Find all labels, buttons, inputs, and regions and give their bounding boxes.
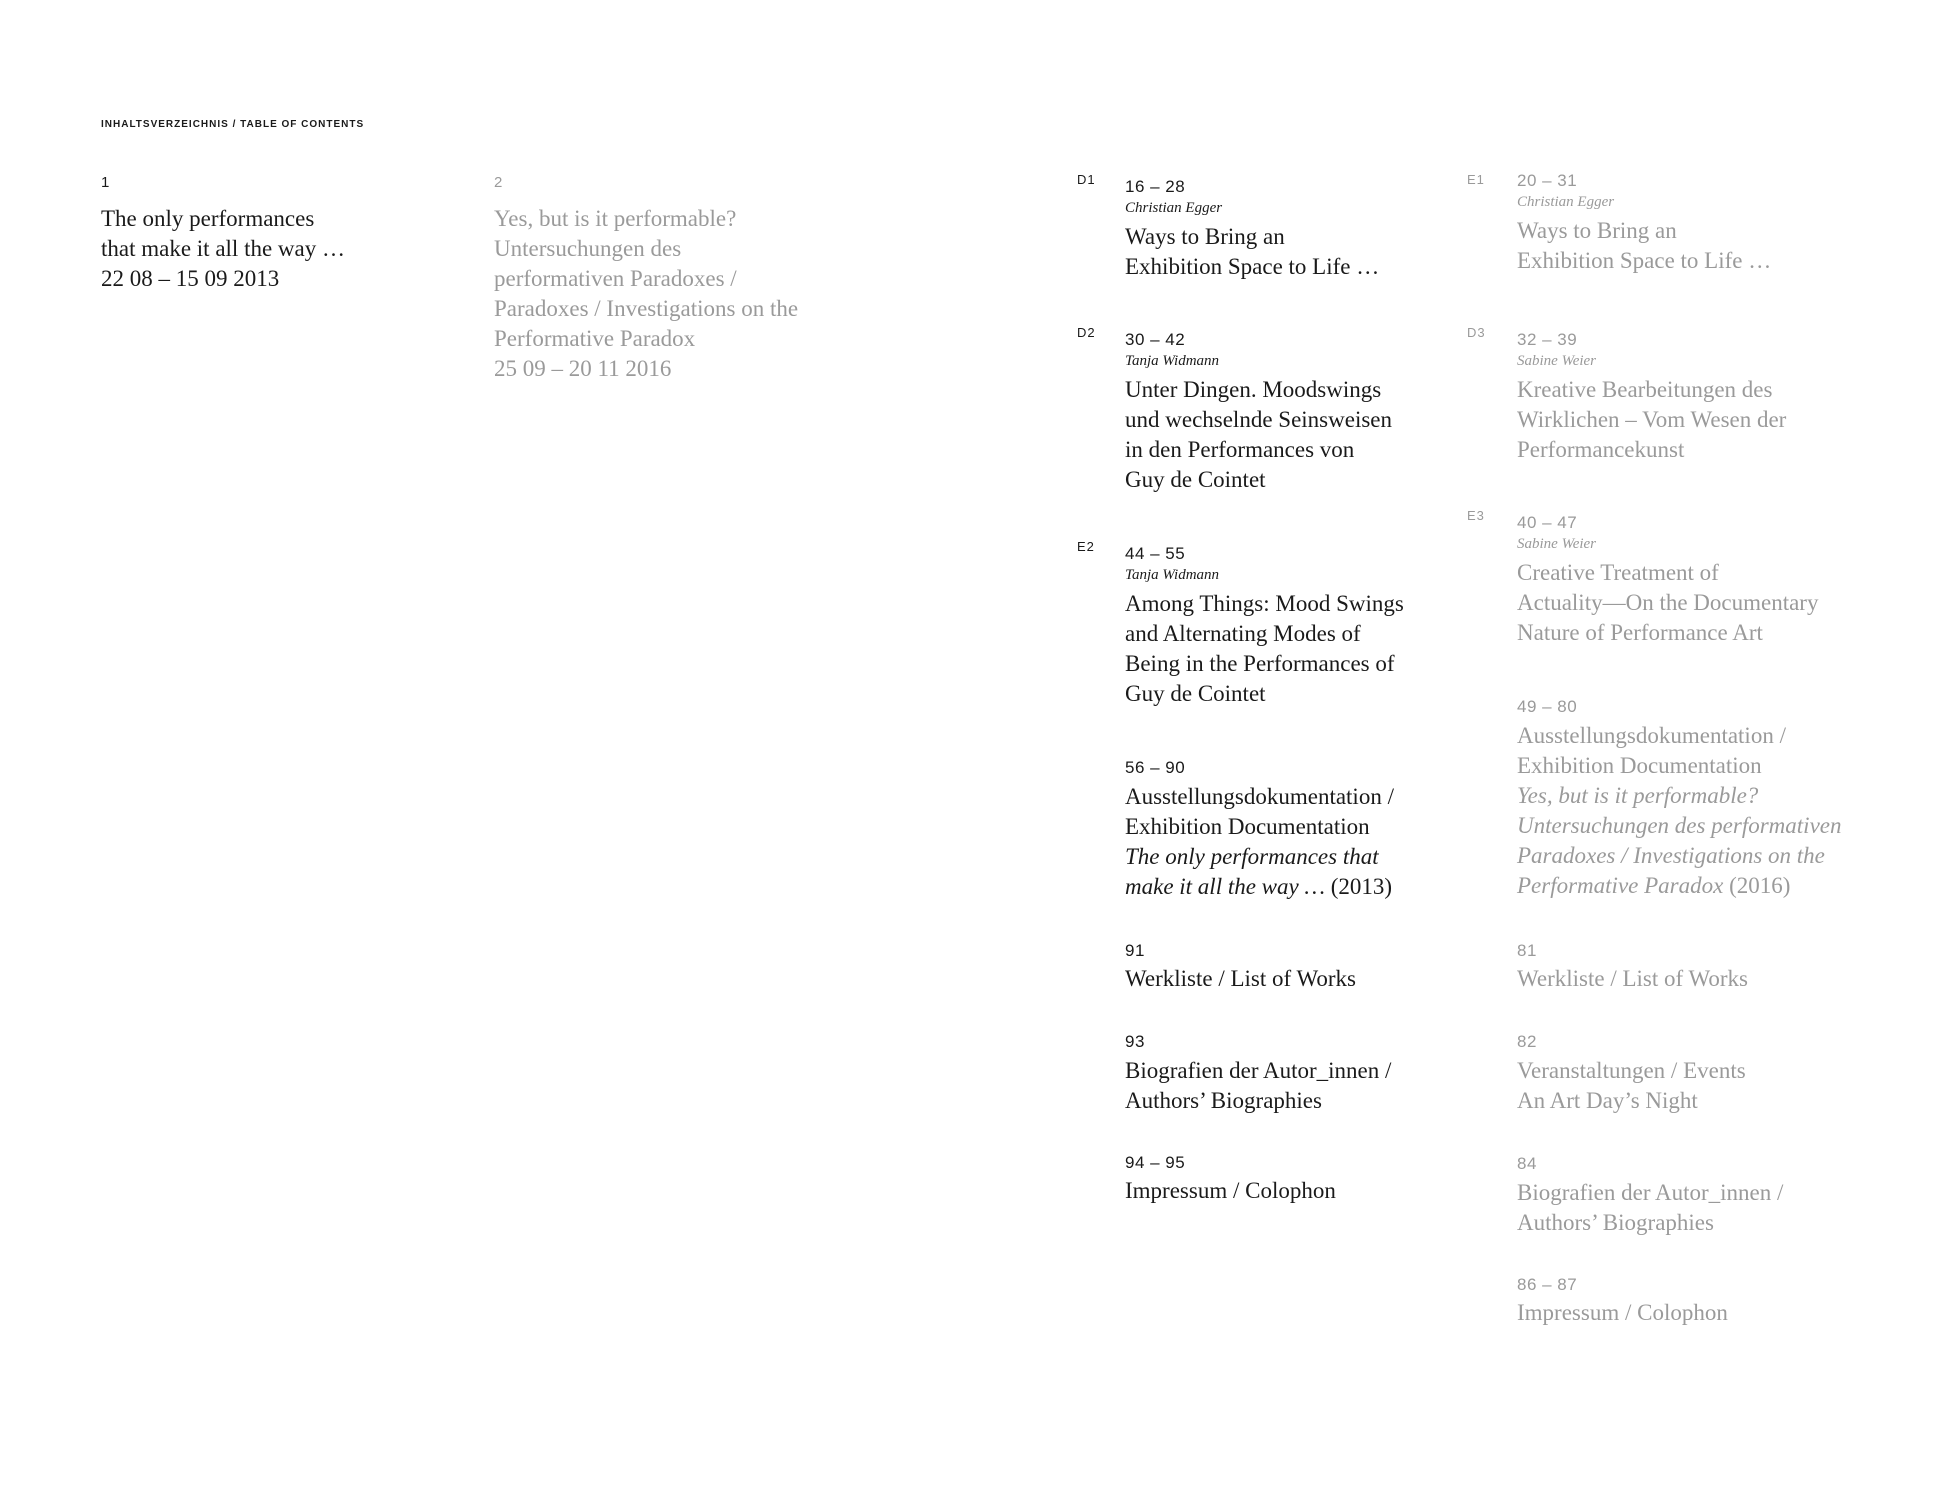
entry-code-e3: E3 <box>1467 508 1485 523</box>
entry-author-e3: Sabine Weier <box>1517 536 1597 552</box>
entry-pages-events: 82 <box>1517 1032 1537 1051</box>
entry-code-d2: D2 <box>1077 325 1096 340</box>
entry-author-d1: Christian Egger <box>1125 200 1223 216</box>
part-1-number: 1 <box>101 174 110 191</box>
entry-pages-biographies-2: 84 <box>1517 1154 1537 1173</box>
entry-title-colophon: Impressum / Colophon <box>1125 1178 1336 1203</box>
entry-pages-d1: 16 – 28 <box>1125 177 1186 196</box>
entry-title-colophon-2: Impressum / Colophon <box>1517 1300 1728 1325</box>
entry-pages-list-of-works: 91 <box>1125 941 1145 960</box>
entry-author-e1: Christian Egger <box>1517 194 1615 210</box>
entry-code-e1: E1 <box>1467 172 1485 187</box>
entry-pages-colophon: 94 – 95 <box>1125 1153 1186 1172</box>
entry-title-e3: Creative Treatment of Actuality—On the Documentary Nature of Performance Art <box>1517 560 1819 645</box>
entry-title-d2: Unter Dingen. Moodswings und wechselnde Seinsweisen in den Performances von Guy de Cointet <box>1125 377 1392 492</box>
entry-pages-colophon-2: 86 – 87 <box>1517 1275 1578 1294</box>
entry-title-e1: Ways to Bring an Exhibition Space to Life … <box>1517 218 1772 273</box>
entry-title-documentation-2013: Ausstellungsdokumentation / Exhibition Documentation The only performances that make it all the way … (2013) <box>1125 784 1394 899</box>
entry-pages-d2: 30 – 42 <box>1125 330 1186 349</box>
entry-author-d2: Tanja Widmann <box>1125 353 1220 369</box>
entry-code-d3: D3 <box>1467 325 1486 340</box>
entry-title-d1: Ways to Bring an Exhibition Space to Life … <box>1125 224 1380 279</box>
entry-pages-list-of-works-2: 81 <box>1517 941 1537 960</box>
entry-title-e2: Among Things: Mood Swings and Alternating Modes of Being in the Performances of Guy de Cointet <box>1125 591 1404 706</box>
entry-title-d3: Kreative Bearbeitungen des Wirklichen – Vom Wesen der Performancekunst <box>1517 377 1787 462</box>
entry-author-d3: Sabine Weier <box>1517 353 1597 369</box>
page-header: INHALTSVERZEICHNIS / TABLE OF CONTENTS <box>101 119 365 130</box>
part-1-title: The only performances that make it all the way … 22 08 – 15 09 2013 <box>101 206 345 291</box>
entry-author-e2: Tanja Widmann <box>1125 567 1220 583</box>
entry-pages-d3: 32 – 39 <box>1517 330 1578 349</box>
part-2-title: Yes, but is it performable? Untersuchungen des performativen Paradoxes / Paradoxes / Investigations on the Performative Paradox 25 09 – 20 11 2016 <box>494 206 799 381</box>
entry-pages-documentation-2013: 56 – 90 <box>1125 758 1186 777</box>
entry-title-events: Veranstaltungen / Events An Art Day’s Night <box>1517 1058 1746 1113</box>
entry-pages-e1: 20 – 31 <box>1517 171 1578 190</box>
entry-title-list-of-works: Werkliste / List of Works <box>1125 966 1356 991</box>
entry-code-e2: E2 <box>1077 539 1095 554</box>
entry-title-biographies: Biografien der Autor_innen / Authors’ Biographies <box>1125 1058 1392 1113</box>
entry-title-biographies-2: Biografien der Autor_innen / Authors’ Biographies <box>1517 1180 1784 1235</box>
entry-pages-e3: 40 – 47 <box>1517 513 1578 532</box>
entry-title-documentation-2016: Ausstellungsdokumentation / Exhibition Documentation Yes, but is it performable? Untersuchungen des performativen Paradoxes / Investigations on the Performative Paradox (2016) <box>1517 723 1842 898</box>
entry-title-list-of-works-2: Werkliste / List of Works <box>1517 966 1748 991</box>
entry-pages-e2: 44 – 55 <box>1125 544 1186 563</box>
entry-code-d1: D1 <box>1077 172 1096 187</box>
entry-pages-biographies: 93 <box>1125 1032 1145 1051</box>
entry-pages-documentation-2016: 49 – 80 <box>1517 697 1578 716</box>
part-2-number: 2 <box>494 174 503 191</box>
